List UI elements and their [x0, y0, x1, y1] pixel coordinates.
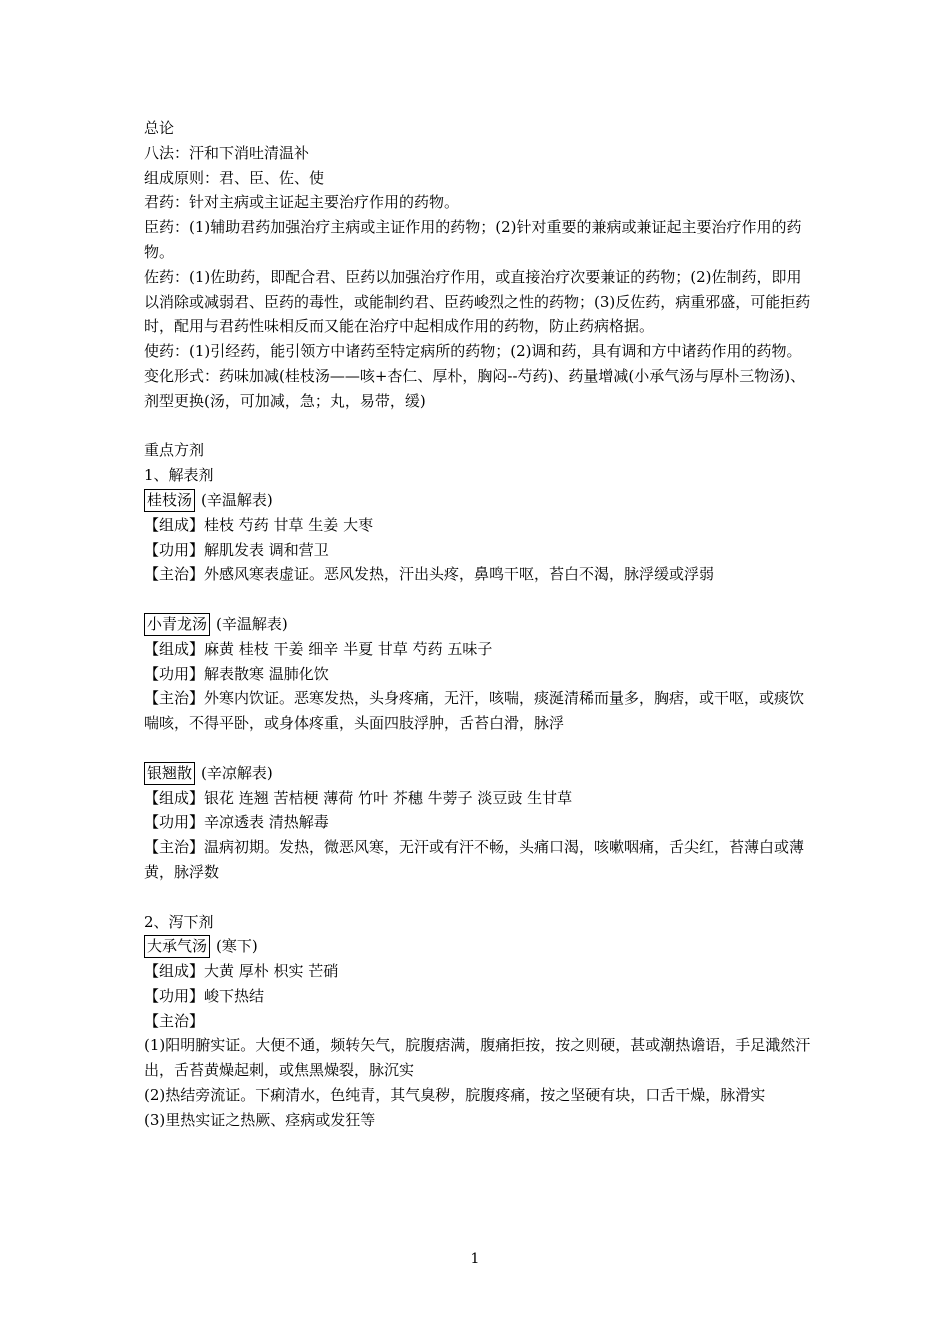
intro-line: 使药：(1)引经药，能引领方中诸药至特定病所的药物；(2)调和药，具有调和方中诸药作用的药物。	[144, 342, 802, 361]
spacer	[144, 414, 814, 439]
formula-name-box: 桂枝汤	[144, 489, 195, 512]
formula-function: 【功用】解表散寒 温肺化饮	[144, 664, 329, 683]
main-heading: 重点方剂	[144, 441, 205, 460]
formula-function: 【功用】峻下热结	[144, 986, 265, 1005]
formula-function: 【功用】解肌发表 调和营卫	[144, 540, 329, 559]
formula-title-row	[144, 488, 814, 513]
formula-indication: 【主治】外感风寒表虚证。恶风发热，汗出头疼，鼻鸣干呕，苔白不渴，脉浮缓或浮弱	[144, 565, 715, 584]
formula-composition: 【组成】银花 连翘 苦桔梗 薄荷 竹叶 芥穗 牛蒡子 淡豆豉 生甘草	[144, 788, 573, 807]
formula-category: (寒下)	[216, 937, 258, 956]
spacer	[144, 587, 814, 612]
formula-indication-item: (1)阳明腑实证。大便不通，频转矢气，脘腹痞满，腹痛拒按，按之则硬，甚或潮热谵语，手足濈然汗出，舌苔黄燥起刺，或焦黑燥裂，脉沉实	[144, 1036, 811, 1080]
intro-line: 佐药：(1)佐助药，即配合君、臣药以加强治疗作用，或直接治疗次要兼证的药物；(2)佐制药，即用以消除或减弱君、臣药的毒性，或能制约君、臣药峻烈之性的药物；(3)反佐药，病重邪盛，可能拒药时，配用与君药性味相反而又能在治疗中起相成作用的药物，防止药病格据。	[144, 267, 811, 336]
intro-line: 组成原则：君、臣、佐、使	[144, 168, 325, 187]
formula-category: (辛凉解表)	[201, 763, 273, 782]
spacer	[144, 736, 814, 761]
spacer	[144, 885, 814, 910]
formula-composition: 【组成】麻黄 桂枝 干姜 细辛 半夏 甘草 芍药 五味子	[144, 639, 493, 658]
intro-line: 八法：汗和下消吐清温补	[144, 143, 310, 162]
formula-title-row	[144, 934, 814, 959]
formula-title-row	[144, 612, 814, 637]
formula-category: (辛温解表)	[201, 490, 273, 509]
formula-title-row	[144, 761, 814, 786]
formula-category: (辛温解表)	[216, 614, 288, 633]
formula-function: 【功用】辛凉透表 清热解毒	[144, 813, 329, 832]
formula-name-box: 银翘散	[144, 762, 195, 785]
formula-indication: 【主治】温病初期。发热，微恶风寒，无汗或有汗不畅，头痛口渴，咳嗽咽痛，舌尖红，苔薄白或薄黄，脉浮数	[144, 838, 805, 881]
formula-composition: 【组成】桂枝 芍药 甘草 生姜 大枣	[144, 515, 374, 534]
intro-line: 君药：针对主病或主证起主要治疗作用的药物。	[144, 193, 460, 212]
section-title: 1、解表剂	[144, 466, 214, 485]
intro-line: 臣药：(1)辅助君药加强治疗主病或主证作用的药物；(2)针对重要的兼病或兼证起主要治疗作用的药物。	[144, 218, 802, 261]
formula-indication-label: 【主治】	[144, 1011, 205, 1030]
intro-line: 变化形式：药味加减(桂枝汤——咳+杏仁、厚朴，胸闷--芍药)、药量增减(小承气汤与厚朴三物汤)、剂型更换(汤，可加减，急；丸，易带，缓)	[144, 366, 806, 410]
formula-indication: 【主治】外寒内饮证。恶寒发热，头身疼痛，无汗，咳喘，痰涎清稀而量多，胸痞，或干呕，或痰饮喘咳，不得平卧，或身体疼重，头面四肢浮肿，舌苔白滑，脉浮	[144, 689, 805, 733]
page-number: 1	[470, 1251, 480, 1267]
section-title: 2、泻下剂	[144, 912, 214, 931]
formula-indication-item: (2)热结旁流证。下痢清水，色纯青，其气臭秽，脘腹疼痛，按之坚硬有块，口舌干燥，脉滑实	[144, 1086, 766, 1105]
formula-name-box: 小青龙汤	[144, 613, 210, 636]
formula-composition: 【组成】大黄 厚朴 枳实 芒硝	[144, 962, 339, 981]
formula-indication-item: (3)里热实证之热厥、痉病或发狂等	[144, 1110, 376, 1129]
formula-name-box: 大承气汤	[144, 935, 210, 958]
document-body	[144, 116, 814, 1133]
intro-heading: 总论	[144, 119, 175, 137]
